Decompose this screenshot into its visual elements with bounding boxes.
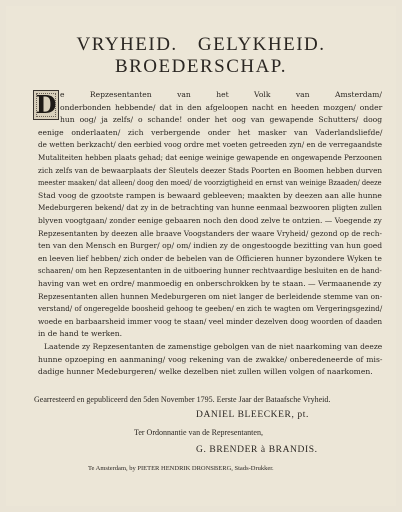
secretary-name: G. BRENDER à BRANDIS. (196, 445, 318, 455)
body-line: zich zelfs van de bewaarplaats der Sleutels deezer Stads Poorten en Boomen hebben durven (38, 165, 383, 175)
body-line: Mutaliteiten hebben plaats gehad; dat eenige weinige gewapende en ongewapende Perzoonen (38, 153, 382, 162)
body-line: in de hand te werken. (38, 329, 123, 339)
body-line: de wetten berkzacht/ den eerbied voog ordre met voeten getreeden zyn/ en de verregaandste (38, 140, 383, 150)
printer-line: Te Amsterdam, by PIETER HENDRIK DRONSBERG, Stads-Drukker. (88, 465, 274, 472)
body-line: en leeven lief hebben/ zich onder de bebelen van de Officieren hunner byzondere Wyken te (38, 253, 382, 263)
body-line: e Repzesentanten van het Volk van Amsterdam/ (60, 90, 382, 99)
body-line: hun oog/ ja zelfs/ o schande! onder het oog van gewapende Schutters/ doog (60, 115, 383, 125)
body-line: onderbonden hebbende/ dat in den afgeloopen nacht en heeden mozgen/ onder (60, 102, 383, 112)
heading-brotherhood: BROEDERSCHAP. (114, 56, 288, 77)
body-line: Repzesentanten allen hunnen Medeburgeren om niet langer de berleidende stemme van on- (38, 291, 383, 301)
drop-cap: D (33, 90, 59, 120)
body-line: Repzesentanten by deezen alle braave Voogstanders der waare Vryheid/ gezond op de rech- (38, 228, 382, 238)
body-line: Laatende zy Repzesentanten de zamenstige gebolgen van de niet naarkoming van deeze (44, 342, 383, 351)
publication-date-line: Gearresteerd en gepubliceerd den 5den November 1795. Eerste Jaar der Bataafsche Vryheid. (34, 395, 331, 404)
body-line: woede en barbaarsheid immer voog te staan/ veel minder dezelven doog woorden of daaden (38, 316, 383, 326)
heading-motto: VRYHEID. GELYKHEID. (76, 34, 326, 55)
body-line: ten van den Mensch en Burger/ op/ om/ indien zy de ongestoogde bezitting van hun goed (38, 241, 383, 251)
document-sheet (6, 6, 396, 506)
order-line: Ter Ordonnantie van de Representanten, (134, 428, 263, 437)
body-line: hunne opzoeping en aanmaning/ voog rekening van de zwakke/ onberedeneerde of mis- (38, 354, 383, 364)
body-line: Medeburgeren bekend/ dat zy in de betrachting van hunne eenmaal bezwooren pligten zullen (38, 203, 382, 213)
signatory-name: DANIEL BLEECKER, pt. (196, 410, 309, 420)
body-line: blyven voogtgaan/ zonder eenige gebaaren noch den dood zelve te ontzien. — Voegende zy (38, 216, 382, 225)
body-line: verstand/ of ongeregelde boosheid gehoog te geeben/ en zich te wagten om Vergeringsgezind/ (38, 304, 383, 314)
body-line: dadige hunner Medeburgeren/ welke dezelben niet zullen willen volgen of naarkomen. (38, 367, 373, 377)
body-line: schaaren/ om hen Repzesentanten in de uitboering hunner rechtvaardige besluiten en de hand- (38, 266, 382, 276)
body-line: eenige onderlaaten/ zich verbergende onder het masker van Vaderlandsliefde/ (38, 127, 383, 137)
body-line: meester maaken/ dat alleen/ doog den moed/ de voorzigtigheid en ernst van weinige Bzaaden/ deeze (38, 178, 382, 188)
body-line: having van wet en ordre/ manmoedig en onberschrokken by te staan. — Vermaanende zy (38, 279, 382, 288)
body-line: Stad voog de gzootste rampen is bewaard gebleeven; maakten by deezen aan alle hunne (38, 190, 382, 200)
